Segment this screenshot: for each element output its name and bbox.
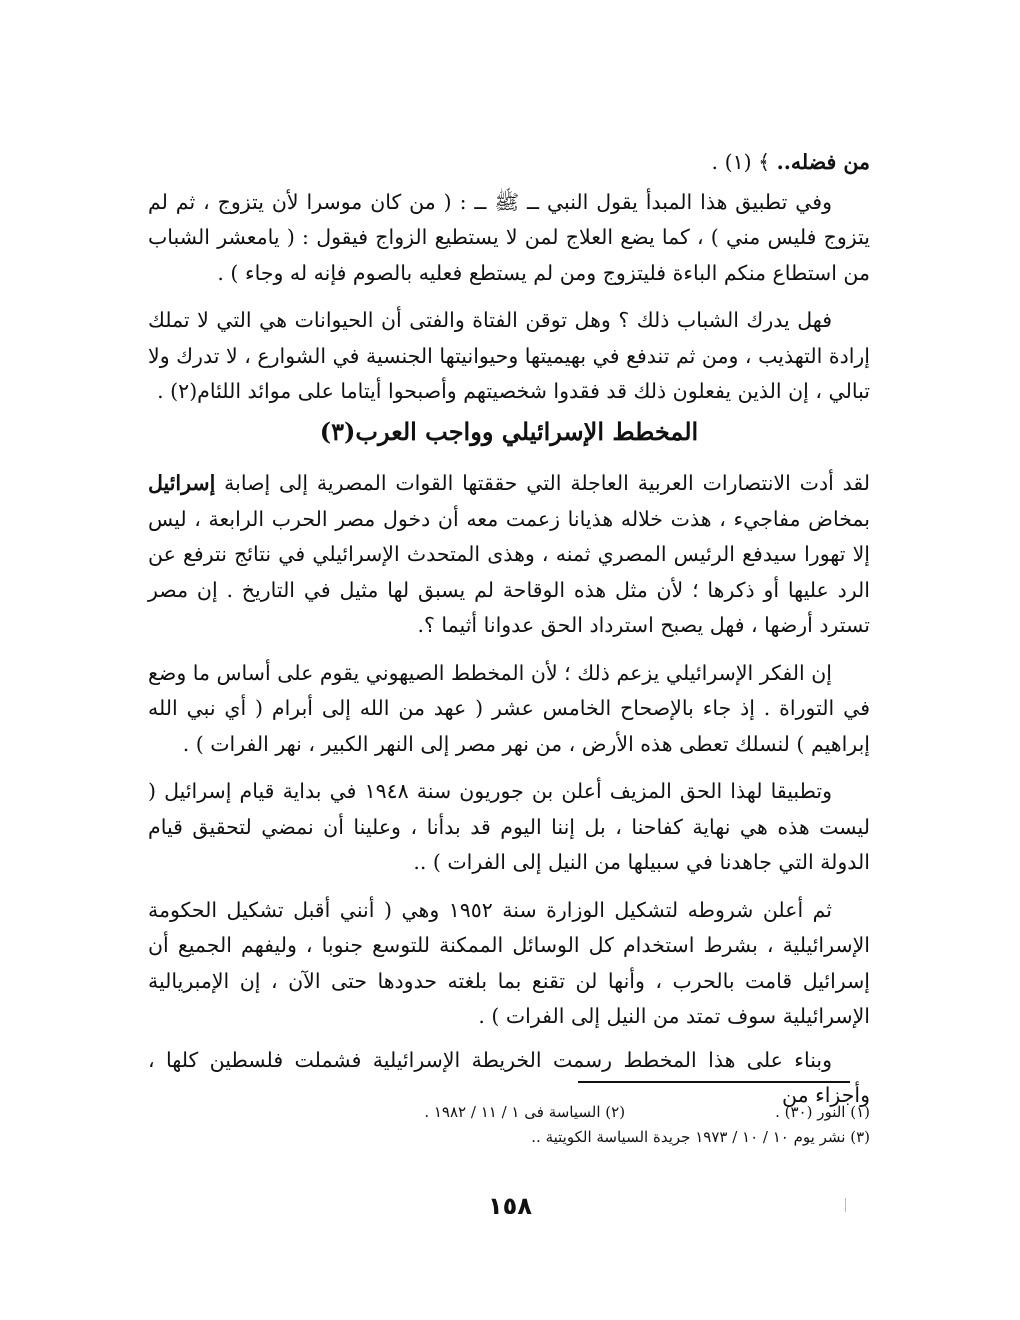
body-text-bottom [148, 466, 870, 1114]
intro-lead: من فضله.. [776, 150, 870, 174]
footnote-2: (٢) السياسة فى ١ / ١١ / ١٩٨٢ . [424, 1103, 626, 1121]
intro-line [148, 145, 870, 181]
paragraph-2: فهل يدرك الشباب ذلك ؟ وهل توقن الفتاة والفتى أن الحيوانات هي التي لا تملك إرادة التهذيب ، ومن ثم تندفع في بهيميتها وحيوانيتها الجنسية في الشوارع ، لا تدرك ولا تبالي ، إن الذين يفعلون ذلك قد فقدوا شخصيتهم وأصبحوا أيتاما على موائد اللئام(٢) . [148, 308, 870, 403]
footnote-3: (٣) نشر يوم ١٠ / ١٠ / ١٩٧٣ جريدة السياسة الكويتية .. [531, 1128, 870, 1146]
paragraph-6: ثم أعلن شروطه لتشكيل الوزارة سنة ١٩٥٢ وهي ( أنني أقبل تشكيل الحكومة الإسرائيلية ، بشرط استخدام كل الوسائل الممكنة للتوسع جنوبا ، وليفهم الجميع أن إسرائيل قامت بالحرب ، وأنها لن تقنع بما بلغته حدودها حتى الآن ، إن الإمبريالية الإسرائيلية سوف تمتد من النيل إلى الفرات ) . [148, 897, 870, 1028]
paragraph-1: وفي تطبيق هذا المبدأ يقول النبي ــ ﷺ ــ : ( من كان موسرا لأن يتزوج ، ثم لم يتزوج فليس مني ) ، كما يضع العلاج لمن لا يستطيع الزواج فيقول : ( يامعشر الشباب من استطاع منكم الباءة فليتزوج ومن لم يستطع فعليه بالصوم فإنه له وجاء ) . [148, 189, 870, 285]
page-number: ١٥٨ [488, 1192, 532, 1220]
footnotes [250, 1100, 870, 1150]
paragraph-4: إن الفكر الإسرائيلي يزعم ذلك ؛ لأن المخطط الصيهوني يقوم على أساس ما وضع في التوراة . إذ جاء بالإصحاح الخامس عشر ( عهد من الله إلى أبرام ( أي نبي الله إبراهيم ) لنسلك تعطى هذه الأرض ، من نهر مصر إلى النهر الكبير ، نهر الفرات ) . [148, 660, 870, 756]
paragraph-3 [148, 466, 870, 644]
intro-rest: ﴾ (١) . [711, 150, 777, 174]
footnote-divider [578, 1081, 850, 1083]
paragraph-7: وبناء على هذا المخطط رسمت الخريطة الإسرائيلية فشملت فلسطين كلها ، وأجزاء من [148, 1047, 870, 1107]
paragraph-3-lead: لقد أدت الانتصارات العربية العاجلة التي حققتها القوات المصرية إلى إصابة [215, 471, 870, 495]
section-heading: المخطط الإسرائيلي وواجب العرب(٣) [319, 417, 699, 446]
paragraph-5: وتطبيقا لهذا الحق المزيف أعلن بن جوريون سنة ١٩٤٨ في بداية قيام إسرائيل ( ليست هذه هي نهاية كفاحنا ، بل إننا اليوم قد بدأنا ، وعلينا أن نمضي لتحقيق قيام الدولة التي جاهدنا في سبيلها من النيل إلى الفرات ) .. [148, 779, 870, 874]
paragraph-3-rest: بمخاض مفاجيء ، هذت خلاله هذيانا زعمت معه أن دخول مصر الحرب الرابعة ، ليس إلا تهورا سيدفع الرئيس المصري ثمنه ، وهذى المتحدث الإسرائيلي في نتائج نترفع عن الرد عليها أو ذكرها ؛ لأن مثل هذه الوقاحة لم يسبق لها مثيل في التاريخ . إن مصر تسترد أرضها ، فهل يصبح استرداد الحق عدوانا أثيما ؟. [148, 506, 870, 637]
scan-mark [845, 1198, 846, 1212]
footnote-1: (١) النور (٣٠) . [775, 1103, 870, 1121]
paragraph-3-bold-word: إسرائيل [148, 471, 216, 495]
body-text-top [148, 145, 870, 410]
footnote-row-1 [250, 1100, 870, 1125]
